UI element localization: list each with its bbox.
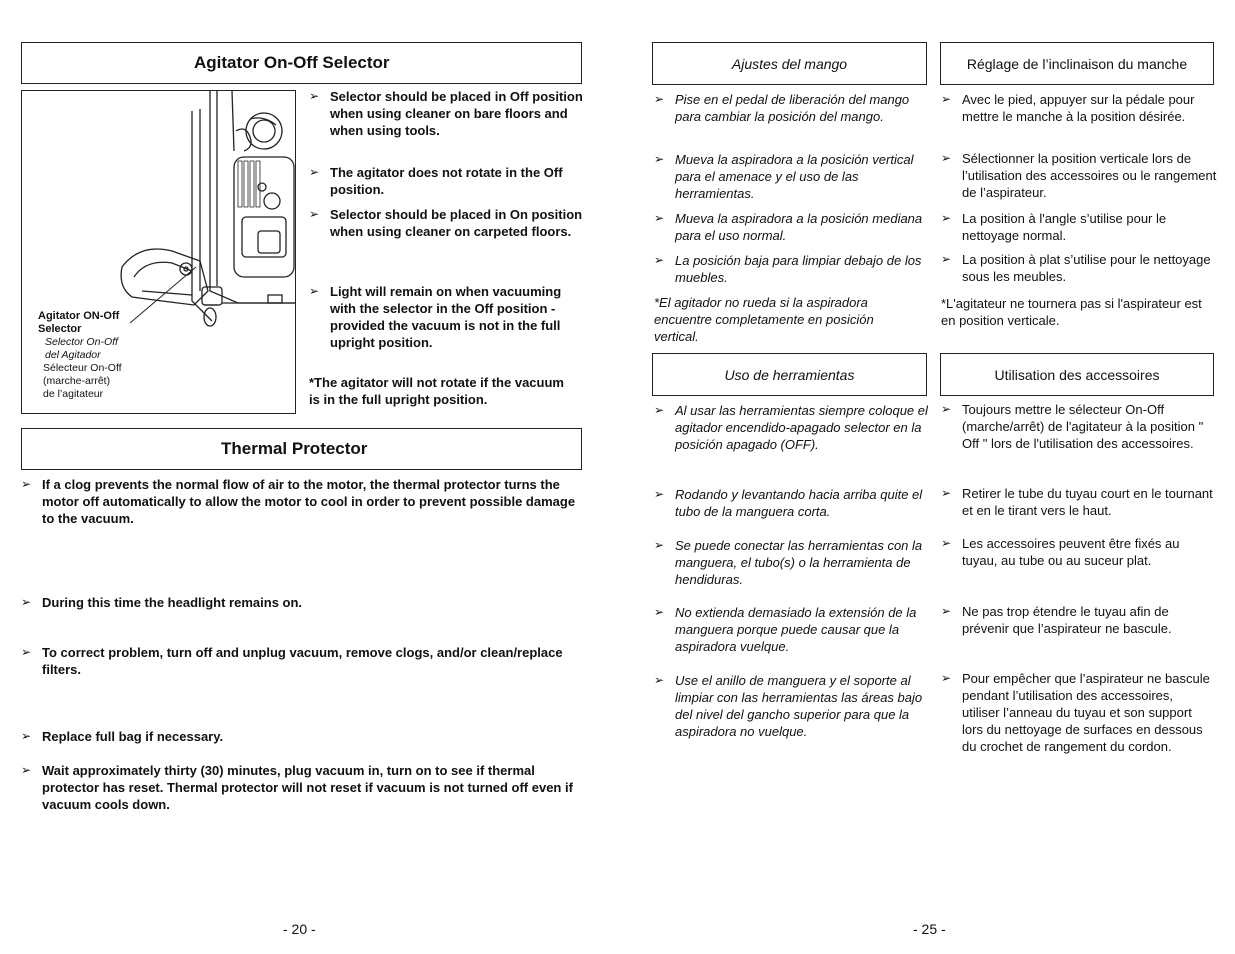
list-item: ➢ Mueva la aspiradora a la posición vertical para el amenace y el uso de las herramientas. [654, 152, 914, 201]
arrow-bullet-icon: ➢ [21, 595, 32, 609]
agitator-figure-label [38, 310, 122, 401]
list-item: ➢ Wait approximately thirty (30) minutes, plug vacuum in, turn on to see if thermal protector has reset. Thermal protector will not reset if vacuum is not turned off even if vacuum cools down. [21, 763, 573, 812]
list-item: ➢ Replace full bag if necessary. [21, 729, 224, 744]
list-item: ➢ Retirer le tube du tuyau court en le tournant et en le tirant vers le haut. [941, 486, 1213, 518]
arrow-bullet-icon: ➢ [309, 89, 320, 103]
arrow-bullet-icon: ➢ [309, 207, 320, 221]
arrow-bullet-icon: ➢ [941, 486, 952, 500]
arrow-bullet-icon: ➢ [941, 402, 952, 416]
figure-label-es2: del Agitador [45, 349, 101, 361]
list-item: ➢ Se puede conectar las herramientas con la manguera, el tubo(s) o la herramienta de hendiduras. [654, 538, 923, 587]
arrow-bullet-icon: ➢ [941, 92, 952, 106]
list-item: ➢ Mueva la aspiradora a la posición mediana para el uso normal. [654, 211, 923, 243]
list-item: ➢ Les accessoires peuvent être fixés au tuyau, au tube ou au suceur plat. [941, 536, 1180, 568]
fr-tools-heading: Utilisation des accessoires [994, 366, 1160, 383]
es-handle-heading: Ajustes del mango [731, 55, 848, 72]
list-item: ➢ During this time the headlight remains on. [21, 595, 303, 610]
arrow-bullet-icon: ➢ [654, 673, 665, 687]
list-item: ➢ La posición baja para limpiar debajo de los muebles. [654, 253, 922, 285]
list-item: ➢ Ne pas trop étendre le tuyau afin de prévenir que l’aspirateur ne bascule. [941, 604, 1172, 636]
thermal-heading-box [21, 428, 582, 470]
agitator-heading-box [21, 42, 582, 84]
arrow-bullet-icon: ➢ [654, 403, 665, 417]
arrow-bullet-icon: ➢ [654, 538, 665, 552]
figure-label-es1: Selector On-Off [45, 336, 118, 348]
arrow-bullet-icon: ➢ [21, 763, 32, 777]
arrow-bullet-icon: ➢ [654, 253, 665, 267]
list-item: ➢ No extienda demasiado la extensión de la manguera porque puede causar que la aspiradora vuelque. [654, 605, 917, 654]
page-number-right: - 25 - [913, 921, 946, 937]
arrow-bullet-icon: ➢ [309, 165, 320, 179]
list-item: ➢ Selector should be placed in On position when using cleaner on carpeted floors. [309, 207, 583, 239]
arrow-bullet-icon: ➢ [654, 152, 665, 166]
fr-handle-note: *L'agitateur ne tournera pas si l'aspirateur est en position verticale. [941, 296, 1202, 328]
list-item: ➢ Rodando y levantando hacia arriba quite el tubo de la manguera corta. [654, 487, 923, 519]
agitator-heading: Agitator On-Off Selector [194, 53, 390, 72]
list-item: ➢ Use el anillo de manguera y el soporte al limpiar con las herramientas las áreas bajo del nivel del gancho superior para que la aspiradora no vuelque. [654, 673, 923, 739]
figure-label-fr2: (marche-arrêt) [43, 375, 111, 387]
page-number-left: - 20 - [283, 921, 316, 937]
es-tools-heading: Uso de herramientas [724, 366, 855, 383]
arrow-bullet-icon: ➢ [941, 671, 952, 685]
arrow-bullet-icon: ➢ [941, 211, 952, 225]
list-item: ➢ To correct problem, turn off and unplug vacuum, remove clogs, and/or clean/replace filters. [21, 645, 563, 677]
list-item: ➢ If a clog prevents the normal flow of air to the motor, the thermal protector turns the motor off automatically to allow the motor to cool in order to prevent possible damage to the vacuum. [21, 477, 576, 526]
list-item: ➢ Sélectionner la position verticale lors de l’utilisation des accessoires ou le rangement de l’aspirateur. [941, 151, 1217, 200]
arrow-bullet-icon: ➢ [941, 151, 952, 165]
arrow-bullet-icon: ➢ [654, 92, 665, 106]
arrow-bullet-icon: ➢ [21, 729, 32, 743]
list-item: ➢ La position à l'angle s’utilise pour le nettoyage normal. [941, 211, 1167, 243]
figure-label-fr1: Sélecteur On-Off [43, 362, 122, 374]
es-handle-heading-box [652, 42, 927, 85]
list-item: ➢ Light will remain on when vacuuming with the selector in the Off position - provided the vacuum is not in the full upright position. [309, 284, 562, 350]
list-item: ➢ Pise en el pedal de liberación del mango para cambiar la posición del mango. [654, 92, 910, 124]
arrow-bullet-icon: ➢ [941, 536, 952, 550]
arrow-bullet-icon: ➢ [21, 645, 32, 659]
list-item: ➢ La position à plat s’utilise pour le nettoyage sous les meubles. [941, 252, 1211, 284]
arrow-bullet-icon: ➢ [654, 211, 665, 225]
fr-handle-heading: Réglage de l’inclinaison du manche [966, 55, 1188, 72]
figure-label-title2: Selector [38, 323, 82, 335]
thermal-heading: Thermal Protector [221, 439, 368, 458]
list-item: ➢ Al usar las herramientas siempre coloque el agitador encendido-apagado selector en la posición apagado (OFF). [654, 403, 928, 452]
fr-handle-heading-box [940, 42, 1214, 85]
figure-label-fr3: de l’agitateur [43, 388, 104, 400]
es-tools-heading-box [652, 353, 927, 396]
arrow-bullet-icon: ➢ [309, 284, 320, 298]
agitator-note: *The agitator will not rotate if the vacuum is in the full upright position. [309, 375, 564, 407]
list-item: ➢ The agitator does not rotate in the Off position. [309, 165, 563, 197]
figure-label-title1: Agitator ON-Off [38, 310, 120, 322]
list-item: ➢ Toujours mettre le sélecteur On-Off (marche/arrêt) de l'agitateur à la position " Off " lors de l'utilisation des accessoires. [941, 402, 1204, 451]
arrow-bullet-icon: ➢ [941, 252, 952, 266]
fr-tools-heading-box [940, 353, 1214, 396]
list-item: ➢ Avec le pied, appuyer sur la pédale pour mettre le manche à la position désirée. [941, 92, 1195, 124]
list-item: ➢ Selector should be placed in Off position when using cleaner on bare floors and when using tools. [309, 89, 583, 138]
arrow-bullet-icon: ➢ [654, 487, 665, 501]
arrow-bullet-icon: ➢ [654, 605, 665, 619]
list-item: ➢ Pour empêcher que l’aspirateur ne bascule pendant l’utilisation des accessoires, utiliser l’anneau du tuyau et son support lors du nettoyage de surfaces en dessous du crochet de rangement du cordon. [941, 671, 1210, 754]
arrow-bullet-icon: ➢ [941, 604, 952, 618]
arrow-bullet-icon: ➢ [21, 477, 32, 491]
es-handle-note: *El agitador no rueda si la aspiradora encuentre completamente en posición vertical. [654, 295, 874, 344]
vacuum-figure [21, 90, 296, 414]
